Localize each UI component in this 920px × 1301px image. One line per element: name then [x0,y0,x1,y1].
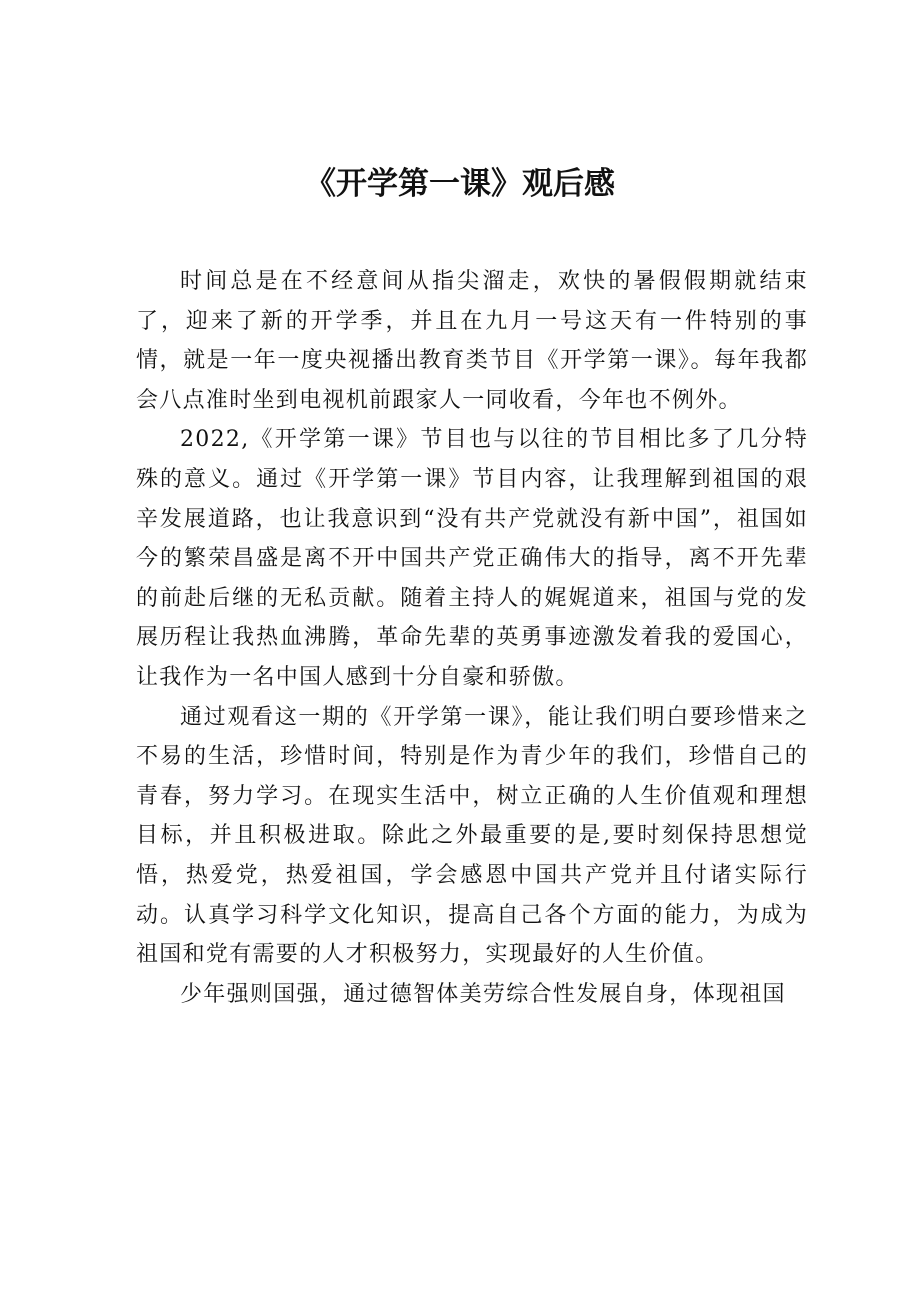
document-body [136,262,808,1014]
paragraph-2: 2022,《开学第一课》节目也与以往的节目相比多了几分特殊的意义。通过《开学第一课》节目内容，让我理解到祖国的艰辛发展道路，也让我意识到“没有共产党就没有新中国”，祖国如今的繁荣昌盛是离不开中国共产党正确伟大的指导，离不开先辈的前赴后继的无私贡献。随着主持人的娓娓道来，祖国与党的发展历程让我热血沸腾，革命先辈的英勇事迹激发着我的爱国心，让我作为一名中国人感到十分自豪和骄傲。 [136,427,808,690]
paragraph-1: 时间总是在不经意间从指尖溜走，欢快的暑假假期就结束了，迎来了新的开学季，并且在九月一号这天有一件特别的事情，就是一年一度央视播出教育类节目《开学第一课》。每年我都会八点准时坐到电视机前跟家人一同收看，今年也不例外。 [136,269,808,413]
document-title: 《开学第一课》观后感 [305,166,615,202]
paragraph-4: 少年强则国强，通过德智体美劳综合性发展自身，体现祖国 [180,981,786,1007]
paragraph-3: 通过观看这一期的《开学第一课》，能让我们明白要珍惜来之不易的生活，珍惜时间，特别是作为青少年的我们，珍惜自己的青春，努力学习。在现实生活中，树立正确的人生价值观和理想目标，并且积极进取。除此之外最重要的是,要时刻保持思想觉悟，热爱党，热爱祖国，学会感恩中国共产党并且付诸实际行动。认真学习科学文化知识，提高自己各个方面的能力，为成为祖国和党有需要的人才积极努力，实现最好的人生价值。 [136,704,808,968]
